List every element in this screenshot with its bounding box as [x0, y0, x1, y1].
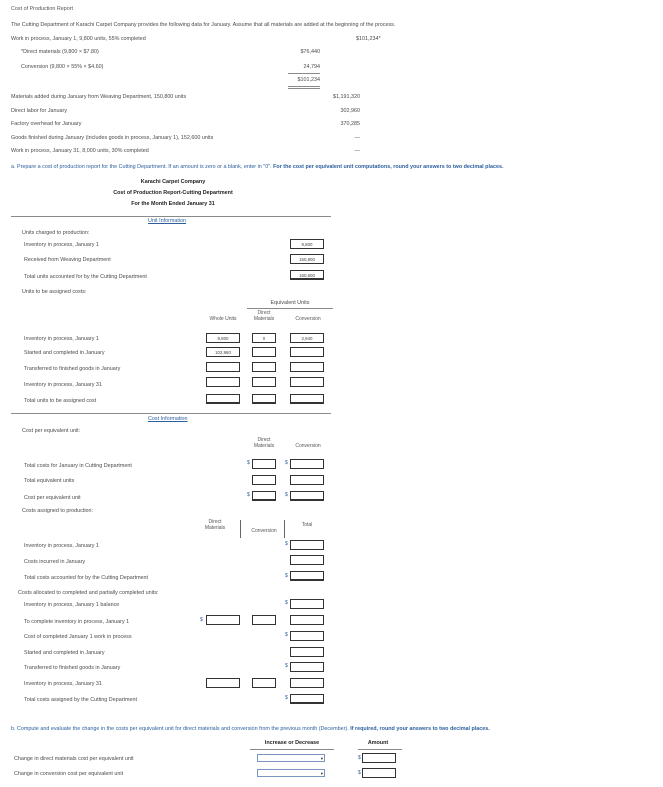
eu-whole-input[interactable] [206, 362, 240, 372]
dollar-sign: $ [358, 755, 361, 761]
eu-row-label: Total units to be assigned cost [24, 398, 97, 404]
eu-conv-input[interactable] [290, 377, 324, 387]
column-rule [240, 520, 241, 538]
dollar-sign: $ [247, 460, 250, 466]
column-rule [284, 520, 285, 538]
chevron-down-icon: ▾ [320, 756, 323, 761]
assign-row-label: Inventory in process, January 1 [24, 543, 99, 549]
eu-row-label: Inventory in process, January 1 [24, 336, 99, 342]
cost-per-eu-dm-input[interactable] [252, 491, 276, 501]
goods-finished-label: Goods finished during January (includes goods in process, January 1), 152,600 units [11, 135, 214, 141]
conv-given-value: 24,794 [303, 64, 320, 70]
eu-dm-input[interactable] [252, 347, 276, 357]
dm-given-value: $76,440 [300, 49, 320, 55]
change-dm-select[interactable] [257, 754, 325, 762]
col-direct-materials: Direct Materials [253, 310, 275, 322]
alloc-total-input[interactable] [290, 631, 324, 641]
materials-added-value: $1,191,320 [333, 94, 360, 100]
dollar-sign: $ [285, 460, 288, 466]
col-conversion: Conversion [295, 316, 321, 322]
eu-conv-input[interactable]: 2,940 [290, 333, 324, 343]
materials-added-label: Materials added during January from Weaving Department, 150,800 units [11, 94, 187, 100]
assign-total-input[interactable] [290, 540, 324, 550]
change-conv-label: Change in conversion cost per equivalent unit [14, 771, 124, 777]
total-units[interactable]: 160,600 [290, 270, 324, 280]
eu-dm-input[interactable] [252, 394, 276, 404]
direct-labor-label: Direct labor for January [11, 108, 68, 114]
alloc-dm-input[interactable] [206, 615, 240, 625]
costs-assigned-label: Costs assigned to production: [22, 508, 94, 514]
eu-row-label: Inventory in process, January 31 [24, 382, 102, 388]
cost-row-label: Cost per equivalent unit [24, 495, 81, 501]
chevron-down-icon: ▾ [320, 771, 323, 776]
overhead-label: Factory overhead for January [11, 121, 82, 127]
divider [288, 88, 320, 89]
dollar-sign: $ [285, 663, 288, 669]
change-dm-amount-input[interactable] [362, 753, 396, 763]
change-conv-amount-input[interactable] [362, 768, 396, 778]
total-units-label: Total units accounted for by the Cutting Department [24, 274, 147, 280]
col-increase-decrease: Increase or Decrease [264, 740, 320, 746]
part-a-instruction-bold: For the cost per equivalent unit computations, round your answers to two decimal places. [271, 164, 504, 170]
dollar-sign: $ [200, 617, 203, 623]
alloc-total-input[interactable] [290, 694, 324, 704]
received-label: Received from Weaving Department [24, 257, 111, 263]
eu-dm-input[interactable]: 0 [252, 333, 276, 343]
divider [247, 308, 333, 309]
divider [250, 749, 334, 750]
eu-conv-input[interactable] [290, 347, 324, 357]
wip-begin-total: $101,234* [356, 36, 381, 42]
report-title: Cost of Production Report-Cutting Department [113, 190, 233, 196]
eu-whole-input[interactable] [206, 394, 240, 404]
col-whole-units: Whole Units [209, 316, 237, 322]
received-units[interactable]: 150,800 [290, 254, 324, 264]
alloc-row-label: Inventory in process, January 31 [24, 681, 102, 687]
divider [358, 749, 402, 750]
alloc-total-input[interactable] [290, 678, 324, 688]
dollar-sign: $ [285, 632, 288, 638]
page-title: Cost of Production Report [11, 6, 74, 12]
col-total: Total [301, 522, 313, 528]
units-assigned-label: Units to be assigned costs: [22, 289, 87, 295]
cost-info-header: Cost Information [148, 416, 188, 422]
dm-given-label: *Direct materials (9,800 × $7.80) [21, 49, 99, 55]
part-b-instruction-text: b. Compute and evaluate the change in the costs per equivalent unit for direct materials and conversion from the previous month (December). [11, 726, 349, 732]
cost-row-label: Total costs for January in Cutting Department [24, 463, 132, 469]
cost-per-eu-label: Cost per equivalent unit: [22, 428, 81, 434]
cost-dm-input[interactable] [252, 459, 276, 469]
part-a-instruction-text: a. Prepare a cost of production report for the Cutting Department. If an amount is zero or a blank, enter in "0". [11, 164, 272, 170]
eu-whole-input[interactable]: 9,800 [206, 333, 240, 343]
dollar-sign: $ [285, 541, 288, 547]
dollar-sign: $ [285, 492, 288, 498]
dollar-sign: $ [358, 770, 361, 776]
part-a-instruction [11, 164, 503, 170]
col-direct-materials-cost: Direct Materials [253, 437, 275, 449]
dollar-sign: $ [285, 695, 288, 701]
alloc-total-input[interactable] [290, 599, 324, 609]
dollar-sign: $ [285, 600, 288, 606]
alloc-dm-input[interactable] [206, 678, 240, 688]
alloc-total-input[interactable] [290, 662, 324, 672]
cost-row-label: Total equivalent units [24, 478, 75, 484]
inv-jan1-label: Inventory in process, January 1 [24, 242, 99, 248]
wip-end-value: — [354, 148, 360, 154]
cost-conv-input[interactable] [290, 459, 324, 469]
col-amount: Amount [367, 740, 389, 746]
allocated-label: Costs allocated to completed and partially completed units: [18, 590, 159, 596]
alloc-row-label: Started and completed in January [24, 650, 105, 656]
alloc-total-input[interactable] [290, 615, 324, 625]
wip-begin-label: Work in process, January 1, 9,800 units, 55% completed [11, 36, 146, 42]
eu-conv-input[interactable] [290, 394, 324, 404]
inv-jan1-units[interactable]: 9,800 [290, 239, 324, 249]
change-dm-label: Change in direct materials cost per equivalent unit [14, 756, 134, 762]
section-rule [11, 413, 331, 414]
eu-whole-input[interactable]: 102,960 [206, 347, 240, 357]
units-charged-label: Units charged to production: [22, 230, 90, 236]
eu-row-label: Transferred to finished goods in January [24, 366, 121, 372]
report-period: For the Month Ended January 31 [131, 201, 215, 207]
col-conversion-cost: Conversion [295, 443, 321, 449]
divider [288, 73, 320, 74]
assign-row-label: Costs incurred in January [24, 559, 86, 565]
alloc-row-label: To complete inventory in process, January 1 [24, 619, 130, 625]
alloc-row-label: Total costs assigned by the Cutting Department [24, 697, 137, 703]
eu-dm-input[interactable] [252, 362, 276, 372]
alloc-row-label: Inventory in process, January 1 balance [24, 602, 120, 608]
dollar-sign: $ [247, 492, 250, 498]
assign-row-label: Total costs accounted for by the Cutting Department [24, 575, 149, 581]
assign-total-input[interactable] [290, 571, 324, 581]
eu-conv-input[interactable] [290, 362, 324, 372]
eu-total-dm-input[interactable] [252, 475, 276, 485]
part-b-instruction-bold: If required, round your answers to two decimal places. [348, 726, 490, 732]
wip-end-label: Work in process, January 31, 8,000 units, 30% completed [11, 148, 149, 154]
wip-sum: $101,234 [297, 77, 320, 83]
eu-dm-input[interactable] [252, 377, 276, 387]
direct-labor-value: 302,960 [340, 108, 360, 114]
conv-given-label: Conversion (9,800 × 55% × $4.60) [21, 64, 104, 70]
eu-row-label: Started and completed in January [24, 350, 105, 356]
alloc-conv-input[interactable] [252, 678, 276, 688]
company-name: Karachi Carpet Company [140, 179, 206, 185]
alloc-row-label: Transferred to finished goods in January [24, 665, 121, 671]
alloc-row-label: Cost of completed January 1 work in process [24, 634, 132, 640]
alloc-total-input[interactable] [290, 647, 324, 657]
dollar-sign: $ [285, 573, 288, 579]
intro-text: The Cutting Department of Karachi Carpet Company provides the following data for January. Assume that all materials are added at the beginning of the process. [11, 22, 396, 28]
col-conversion-assign: Conversion [251, 528, 277, 534]
unit-info-header: Unit Information [148, 218, 187, 224]
goods-finished-value: — [354, 135, 360, 141]
eu-total-conv-input[interactable] [290, 475, 324, 485]
assign-total-input[interactable] [290, 555, 324, 565]
part-b-instruction [11, 726, 490, 732]
cost-per-eu-conv-input[interactable] [290, 491, 324, 501]
equiv-units-header: Equivalent Units [270, 300, 310, 306]
alloc-conv-input[interactable] [252, 615, 276, 625]
col-direct-materials-assign: Direct Materials [204, 519, 226, 531]
section-rule [11, 216, 331, 217]
change-conv-select[interactable] [257, 769, 325, 777]
overhead-value: 370,285 [340, 121, 360, 127]
eu-whole-input[interactable] [206, 377, 240, 387]
